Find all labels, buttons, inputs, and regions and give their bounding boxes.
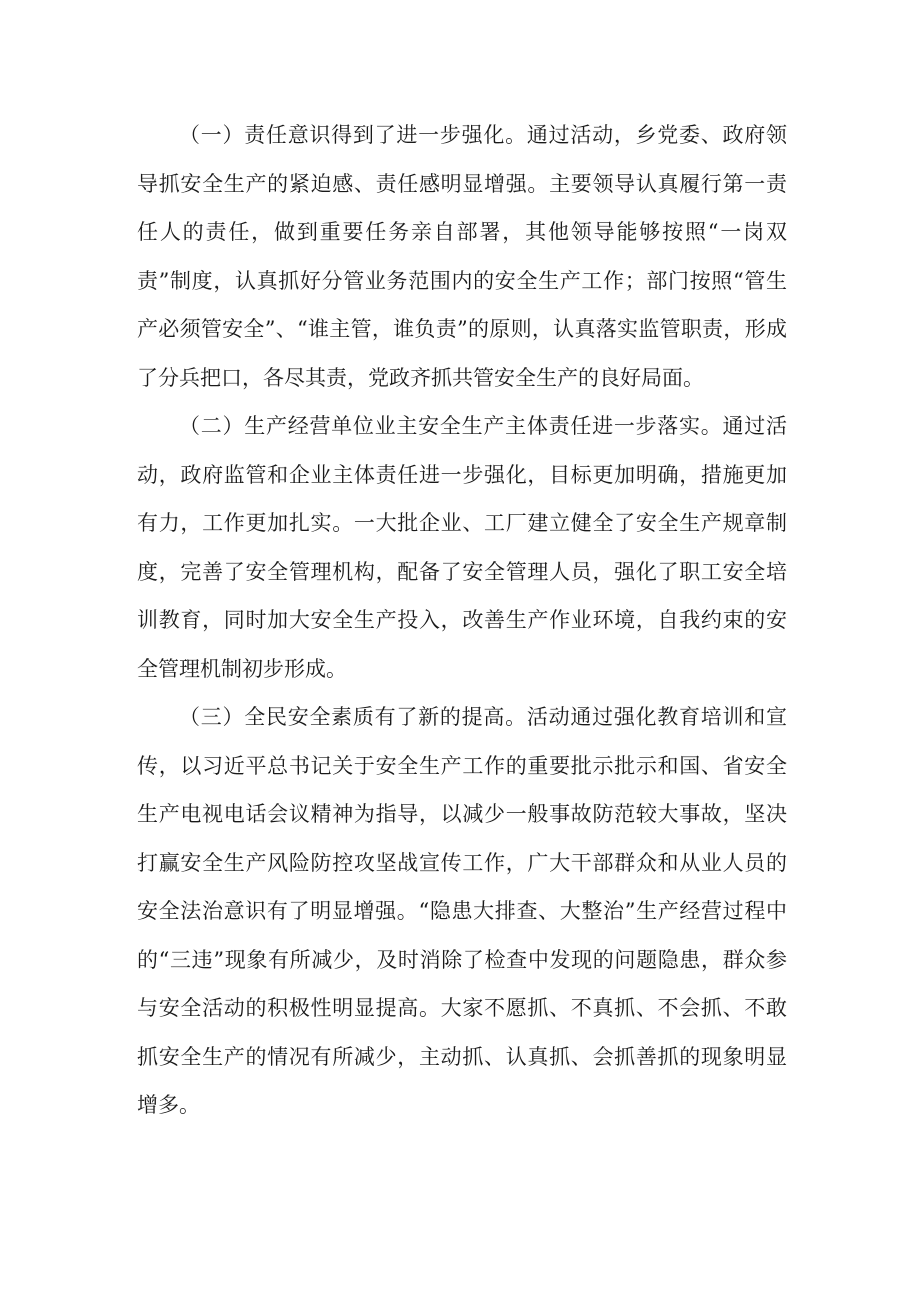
- paragraph-public-safety-quality: （三）全民安全素质有了新的提高。活动通过强化教育培训和宣传，以习近平总书记关于安全生产工作的重要批示批示和国、省安全生产电视电话会议精神为指导，以减少一般事故防范较大事故，坚决打赢安全生产风险防控攻坚战宣传工作，广大干部群众和从业人员的安全法治意识有了明显增强。“隐患大排查、大整治”生产经营过程中的“三违”现象有所减少，及时消除了检查中发现的问题隐患，群众参与安全活动的积极性明显提高。大家不愿抓、不真抓、不会抓、不敢抓安全生产的情况有所减少，主动抓、认真抓、会抓善抓的现象明显增多。: [137, 705, 787, 1117]
- document-body: [137, 111, 787, 1130]
- paragraph-enterprise-responsibility: （二）生产经营单位业主安全生产主体责任进一步落实。通过活动，政府监管和企业主体责任进一步强化，目标更加明确，措施更加有力，工作更加扎实。一大批企业、工厂建立健全了安全生产规章制度，完善了安全管理机构，配备了安全管理人员，强化了职工安全培训教育，同时加大安全生产投入，改善生产作业环境，自我约束的安全管理机制初步形成。: [137, 414, 787, 681]
- paragraph-responsibility-awareness: （一）责任意识得到了进一步强化。通过活动，乡党委、政府领导抓安全生产的紧迫感、责任感明显增强。主要领导认真履行第一责任人的责任，做到重要任务亲自部署，其他领导能够按照“一岗双责”制度，认真抓好分管业务范围内的安全生产工作；部门按照“管生产必须管安全”、“谁主管，谁负责”的原则，认真落实监管职责，形成了分兵把口，各尽其责，党政齐抓共管安全生产的良好局面。: [137, 123, 787, 390]
